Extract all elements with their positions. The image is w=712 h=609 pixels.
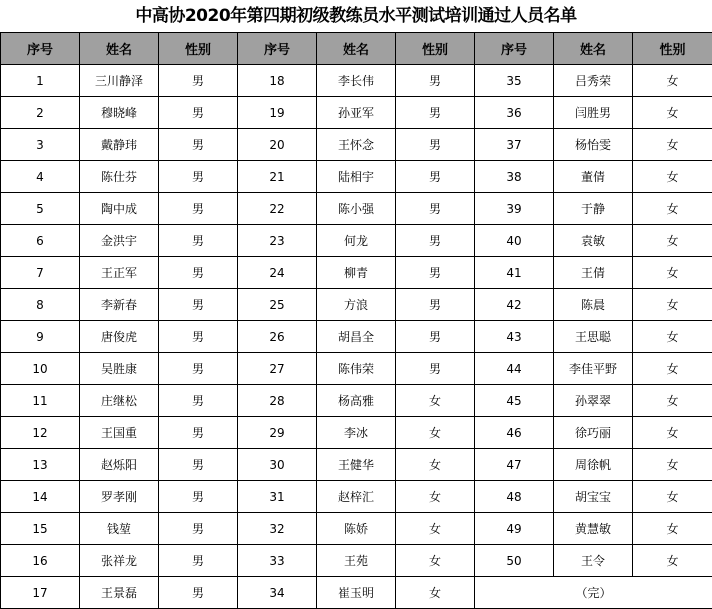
cell-name: 李佳平野	[554, 353, 633, 385]
cell-name: 孙翠翠	[554, 385, 633, 417]
cell-number: 12	[1, 417, 80, 449]
col-header-sex-3: 性别	[633, 33, 712, 65]
cell-sex: 女	[633, 545, 712, 577]
table-row	[1, 481, 712, 513]
table-row	[1, 65, 712, 97]
cell-number: 17	[1, 577, 80, 609]
cell-number: 18	[238, 65, 317, 97]
cell-name: 王景磊	[80, 577, 159, 609]
cell-number: 35	[475, 65, 554, 97]
cell-sex: 男	[159, 65, 238, 97]
cell-sex: 男	[159, 385, 238, 417]
cell-sex: 女	[396, 577, 475, 609]
cell-number: 27	[238, 353, 317, 385]
cell-name: 钱堃	[80, 513, 159, 545]
cell-sex: 男	[159, 545, 238, 577]
cell-number: 46	[475, 417, 554, 449]
cell-sex: 男	[159, 449, 238, 481]
cell-name: 吕秀荣	[554, 65, 633, 97]
cell-sex: 女	[633, 417, 712, 449]
cell-sex: 女	[633, 385, 712, 417]
cell-number: 24	[238, 257, 317, 289]
cell-name: 李冰	[317, 417, 396, 449]
cell-number: 44	[475, 353, 554, 385]
table-row	[1, 353, 712, 385]
cell-sex: 女	[396, 385, 475, 417]
page-title: 中高协2020年第四期初级教练员水平测试培训通过人员名单	[135, 6, 577, 26]
cell-number: 20	[238, 129, 317, 161]
cell-name: 陈晨	[554, 289, 633, 321]
cell-name: 陆相宇	[317, 161, 396, 193]
table-row	[1, 129, 712, 161]
cell-number: 1	[1, 65, 80, 97]
cell-number: 45	[475, 385, 554, 417]
cell-sex: 男	[396, 225, 475, 257]
cell-sex: 男	[159, 97, 238, 129]
cell-name: 李新春	[80, 289, 159, 321]
cell-sex: 女	[396, 513, 475, 545]
cell-name: 陈伟荣	[317, 353, 396, 385]
cell-number: 30	[238, 449, 317, 481]
table-row	[1, 449, 712, 481]
cell-name: 陈小强	[317, 193, 396, 225]
cell-number: 5	[1, 193, 80, 225]
col-header-number-2: 序号	[238, 33, 317, 65]
col-header-name-2: 姓名	[317, 33, 396, 65]
cell-name: 黄慧敏	[554, 513, 633, 545]
cell-number: 48	[475, 481, 554, 513]
cell-name: 陶中成	[80, 193, 159, 225]
cell-name: 赵烁阳	[80, 449, 159, 481]
cell-name: 袁敏	[554, 225, 633, 257]
cell-number: 4	[1, 161, 80, 193]
cell-name: 王苑	[317, 545, 396, 577]
cell-number: 26	[238, 321, 317, 353]
cell-sex: 女	[633, 257, 712, 289]
cell-name: 三川静泽	[80, 65, 159, 97]
cell-sex: 女	[633, 449, 712, 481]
cell-sex: 男	[159, 225, 238, 257]
cell-name: 何龙	[317, 225, 396, 257]
cell-name: 王国重	[80, 417, 159, 449]
cell-sex: 女	[633, 65, 712, 97]
cell-name: 杨高雅	[317, 385, 396, 417]
cell-sex: 男	[396, 193, 475, 225]
cell-number: 37	[475, 129, 554, 161]
cell-name: 李长伟	[317, 65, 396, 97]
cell-number: 38	[475, 161, 554, 193]
cell-name: 戴静玮	[80, 129, 159, 161]
cell-number: 7	[1, 257, 80, 289]
col-header-name-3: 姓名	[554, 33, 633, 65]
roster-table	[0, 32, 712, 609]
table-row	[1, 289, 712, 321]
col-header-number-1: 序号	[1, 33, 80, 65]
cell-sex: 女	[396, 417, 475, 449]
cell-name: 罗孝刚	[80, 481, 159, 513]
cell-sex: 男	[159, 481, 238, 513]
cell-name: 王健华	[317, 449, 396, 481]
cell-number: 29	[238, 417, 317, 449]
cell-number: 8	[1, 289, 80, 321]
cell-number: 33	[238, 545, 317, 577]
cell-name: 王倩	[554, 257, 633, 289]
cell-sex: 男	[159, 161, 238, 193]
cell-sex: 男	[159, 129, 238, 161]
cell-name: 唐俊虎	[80, 321, 159, 353]
end-marker: （完）	[475, 577, 712, 609]
cell-number: 39	[475, 193, 554, 225]
table-row	[1, 513, 712, 545]
cell-number: 13	[1, 449, 80, 481]
cell-sex: 男	[396, 97, 475, 129]
cell-sex: 男	[159, 257, 238, 289]
cell-number: 22	[238, 193, 317, 225]
cell-number: 3	[1, 129, 80, 161]
cell-sex: 男	[396, 257, 475, 289]
cell-number: 34	[238, 577, 317, 609]
cell-number: 23	[238, 225, 317, 257]
cell-sex: 女	[633, 321, 712, 353]
header-row	[1, 33, 712, 65]
cell-number: 42	[475, 289, 554, 321]
cell-name: 胡昌全	[317, 321, 396, 353]
cell-number: 31	[238, 481, 317, 513]
cell-name: 陈仕芬	[80, 161, 159, 193]
cell-name: 董倩	[554, 161, 633, 193]
cell-number: 36	[475, 97, 554, 129]
cell-name: 王怀念	[317, 129, 396, 161]
table-row	[1, 257, 712, 289]
table-row	[1, 225, 712, 257]
cell-number: 47	[475, 449, 554, 481]
cell-sex: 女	[396, 545, 475, 577]
cell-number: 41	[475, 257, 554, 289]
cell-sex: 男	[396, 129, 475, 161]
cell-sex: 男	[396, 289, 475, 321]
cell-sex: 女	[633, 129, 712, 161]
cell-sex: 女	[396, 449, 475, 481]
cell-name: 吴胜康	[80, 353, 159, 385]
cell-name: 穆晓峰	[80, 97, 159, 129]
col-header-sex-1: 性别	[159, 33, 238, 65]
cell-sex: 女	[633, 161, 712, 193]
col-header-name-1: 姓名	[80, 33, 159, 65]
cell-name: 王令	[554, 545, 633, 577]
roster-body	[1, 65, 712, 609]
cell-number: 6	[1, 225, 80, 257]
cell-number: 49	[475, 513, 554, 545]
cell-name: 崔玉明	[317, 577, 396, 609]
cell-sex: 女	[633, 97, 712, 129]
cell-sex: 男	[159, 289, 238, 321]
cell-number: 10	[1, 353, 80, 385]
cell-name: 周徐帆	[554, 449, 633, 481]
cell-number: 11	[1, 385, 80, 417]
cell-sex: 女	[633, 225, 712, 257]
cell-number: 2	[1, 97, 80, 129]
cell-number: 32	[238, 513, 317, 545]
table-row	[1, 161, 712, 193]
table-row	[1, 577, 712, 609]
cell-sex: 男	[396, 161, 475, 193]
cell-name: 孙亚军	[317, 97, 396, 129]
cell-sex: 男	[396, 353, 475, 385]
cell-name: 金洪宇	[80, 225, 159, 257]
cell-sex: 女	[633, 353, 712, 385]
cell-name: 胡宝宝	[554, 481, 633, 513]
cell-sex: 女	[633, 289, 712, 321]
cell-name: 王思聪	[554, 321, 633, 353]
cell-name: 杨怡雯	[554, 129, 633, 161]
col-header-number-3: 序号	[475, 33, 554, 65]
cell-sex: 男	[159, 577, 238, 609]
cell-sex: 女	[633, 481, 712, 513]
cell-name: 赵梓汇	[317, 481, 396, 513]
cell-sex: 男	[159, 321, 238, 353]
cell-name: 徐巧丽	[554, 417, 633, 449]
cell-name: 柳青	[317, 257, 396, 289]
cell-number: 50	[475, 545, 554, 577]
cell-number: 14	[1, 481, 80, 513]
cell-sex: 男	[396, 65, 475, 97]
cell-sex: 男	[159, 417, 238, 449]
cell-sex: 女	[396, 481, 475, 513]
cell-number: 43	[475, 321, 554, 353]
cell-number: 40	[475, 225, 554, 257]
table-row	[1, 417, 712, 449]
cell-number: 15	[1, 513, 80, 545]
table-row	[1, 193, 712, 225]
cell-name: 庄继松	[80, 385, 159, 417]
table-row	[1, 385, 712, 417]
cell-name: 闫胜男	[554, 97, 633, 129]
cell-number: 9	[1, 321, 80, 353]
table-row	[1, 97, 712, 129]
cell-number: 16	[1, 545, 80, 577]
cell-number: 28	[238, 385, 317, 417]
cell-sex: 女	[633, 513, 712, 545]
cell-name: 陈娇	[317, 513, 396, 545]
cell-name: 于静	[554, 193, 633, 225]
cell-sex: 男	[396, 321, 475, 353]
cell-number: 21	[238, 161, 317, 193]
cell-name: 方浪	[317, 289, 396, 321]
cell-sex: 男	[159, 513, 238, 545]
cell-sex: 男	[159, 353, 238, 385]
table-row	[1, 321, 712, 353]
cell-sex: 女	[633, 193, 712, 225]
cell-number: 25	[238, 289, 317, 321]
table-row	[1, 545, 712, 577]
cell-sex: 男	[159, 193, 238, 225]
cell-name: 张祥龙	[80, 545, 159, 577]
col-header-sex-2: 性别	[396, 33, 475, 65]
cell-name: 王正军	[80, 257, 159, 289]
cell-number: 19	[238, 97, 317, 129]
